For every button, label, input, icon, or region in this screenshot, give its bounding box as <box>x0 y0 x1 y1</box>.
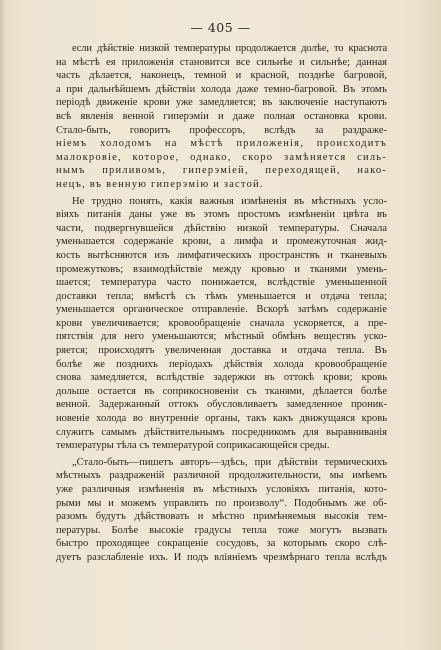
text-line: доставки тепла; вмѣстѣ съ тѣмъ уменьшается и отдача тепла; <box>56 290 387 302</box>
text-line: віяхъ питанія даны уже въ этомъ простомъ измѣненіи цвѣта въ <box>56 209 387 221</box>
text-line: температуры тѣла съ температурой соприкасающейся среды. <box>56 440 330 452</box>
text-line: пятствія для него уменьшаются; мѣстный обмѣнъ веществъ уско- <box>56 331 387 343</box>
text-line: „Стало-быть—пишетъ авторъ—здѣсь, при дѣйствіи термическихъ <box>72 456 387 468</box>
text-line: уменьшается органическое отправленіе. Вскорѣ затѣмъ содержаніе <box>56 304 387 316</box>
text-line: если дѣйствіе низкой температуры продолжается долѣе, то краснота <box>72 43 387 54</box>
text-line-spaced: малокровіе, которое, однако, скоро замѣняется силь- <box>56 151 387 163</box>
text-line: всѣ явленія венной гиперэміи и даже полная остановка крови. <box>56 110 387 122</box>
text-line: части, подвергнувшейся дѣйствію низкой температуры. Сначала <box>56 222 387 234</box>
text-line: разомъ будутъ дѣйствовать и мѣстно примѣняемыя высокія тем- <box>56 511 387 523</box>
text-line: снова замедляется, вслѣдствіе задержки въ оттокѣ крови; кровь <box>56 372 387 384</box>
text-line: дольше остается въ соприкосновеніи съ тканями, дѣлается болѣе <box>56 385 387 397</box>
text-line: быстро проходящее сокращеніе сосудовъ, за которымъ скоро слѣ- <box>56 538 387 550</box>
text-line: часть дѣлается, наконецъ, темной и красной, позднѣе багровой, <box>56 70 387 82</box>
text-line: на мѣстѣ ея приложенія становится все сильнѣе и сильнѣе; данная <box>56 56 387 68</box>
text-line: дуетъ разслабленіе ихъ. И подъ вліяніемъ чрезмѣрнаго тепла вслѣдъ <box>56 551 387 563</box>
text-line: крови увеличивается; кровообращеніе сначала ускоряется, а пре- <box>56 317 387 329</box>
text-line-spaced: нецъ, въ венную гиперэмію и застой. <box>56 178 264 190</box>
text-line: служитъ самымъ дѣйствительнымъ посредникомъ для выравниванія <box>56 426 387 438</box>
text-line: періодѣ движеніе крови уже замедляется; въ заключеніе наступаютъ <box>56 97 387 109</box>
text-line: болѣе же позднихъ періодахъ дѣйствія холода кровообращеніе <box>56 358 387 370</box>
page-number: — 405 — <box>190 20 251 35</box>
text-line: рыми мы и можемъ управлять по произволу“. Подобнымъ же об- <box>56 497 387 509</box>
text-line-spaced: Стало-быть, говоритъ профессоръ, вслѣдъ за раздраже- <box>56 124 387 136</box>
body-text <box>56 42 387 565</box>
text-line: пературы. Болѣе высокіе градусы тепла тоже могутъ вызвать <box>56 524 387 536</box>
text-line: ряется; происходятъ увеличенная доставка и отдача тепла. Въ <box>56 345 387 357</box>
text-line: уменьшается содержаніе крови, а лимфа и промежуточная жид- <box>56 236 387 248</box>
text-line: уже различныя измѣненія въ мѣстныхъ условіяхъ питанія, кото- <box>56 484 387 495</box>
text-line: а при дальнѣйшемъ дѣйствіи холода даже темно-багровой. Въ этомъ <box>56 83 387 95</box>
text-line: Не трудно понять, какія важныя измѣненія въ мѣстныхъ усло- <box>72 195 387 207</box>
text-line-spaced: ніемъ холодомъ на мѣстѣ приложенія, происходитъ <box>56 138 387 150</box>
text-line: кость вытѣсняются изъ лимфатическихъ пространствъ и тканевыхъ <box>56 249 387 261</box>
text-line: шается; температура часто понижается, вслѣдствіе уменьшенной <box>56 277 387 289</box>
text-line: новеніе холода во внутренніе органы, такъ какъ движущаяся кровь <box>56 413 387 425</box>
text-line: промежутковъ; взаимодѣйствіе между кровью и тканями умень- <box>56 263 387 275</box>
text-line: венной. Задержанный оттокъ обусловливаетъ замедленное проник- <box>56 399 387 411</box>
text-line: мѣстныхъ раздраженій различной продолжительности, мы имѣемъ <box>56 470 387 482</box>
page-gutter-shadow <box>0 0 6 650</box>
text-line-spaced: нымъ приливомъ, гиперэміей, переходящей, нако- <box>56 165 387 177</box>
